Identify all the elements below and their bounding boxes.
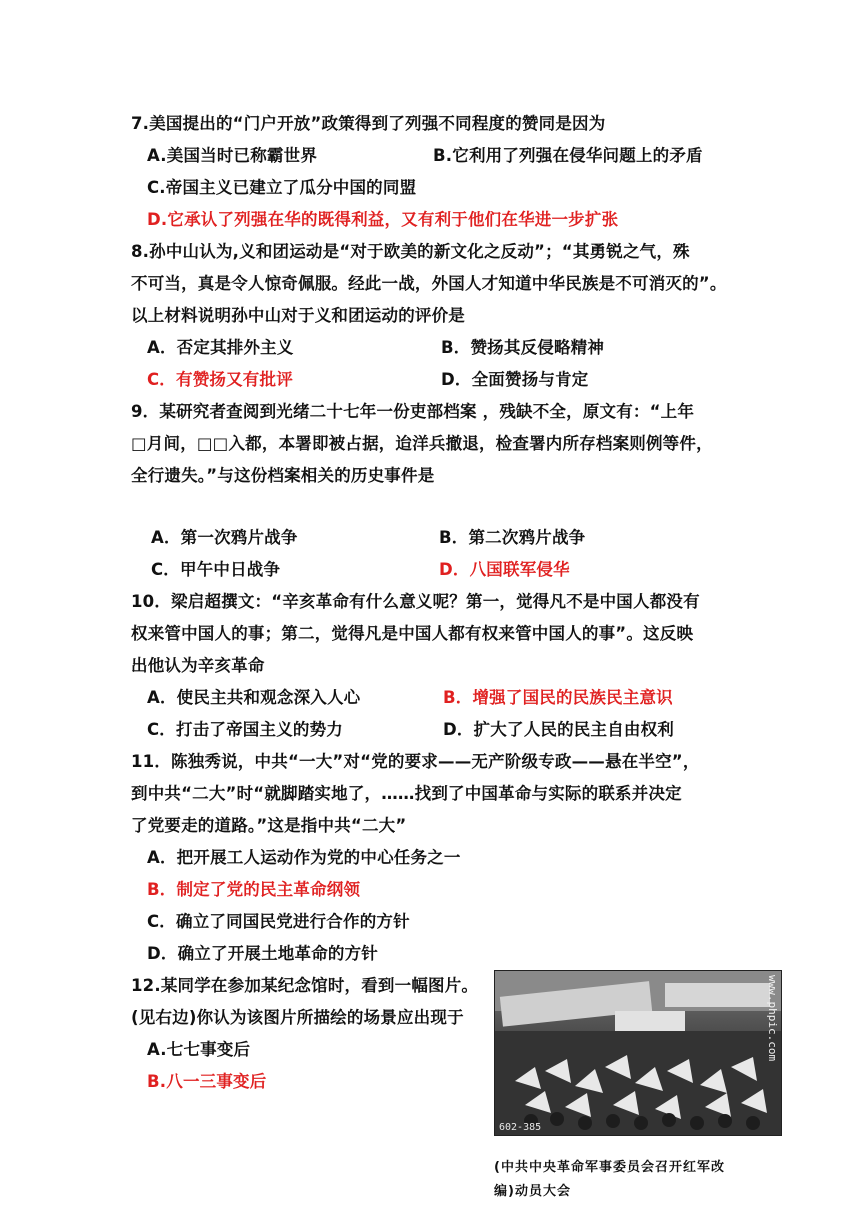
question-7-option-b[interactable]: B.它利用了列强在侵华问题上的矛盾	[433, 146, 703, 165]
question-10-option-d[interactable]: D．扩大了人民的民主自由权利	[443, 720, 674, 739]
question-7-option-a[interactable]: A.美国当时已称霸世界	[147, 146, 318, 165]
question-7-stem: 7.美国提出的“门户开放”政策得到了列强不同程度的赞同是因为	[131, 114, 606, 133]
question-8-stem-line-3: 以上材料说明孙中山对于义和团运动的评价是	[131, 306, 465, 325]
question-11-option-c[interactable]: C．确立了同国民党进行合作的方针	[147, 912, 410, 931]
question-8-stem-line-1: 8.孙中山认为,义和团运动是“对于欧美的新文化之反动”；“其勇锐之气，殊	[131, 242, 690, 261]
question-8-stem-line-2: 不可当，真是令人惊奇佩服。经此一战，外国人才知道中华民族是不可消灭的”。	[131, 274, 727, 293]
question-8-option-c[interactable]: C．有赞扬又有批评	[147, 370, 293, 389]
question-12-option-b[interactable]: B.八一三事变后	[147, 1072, 267, 1091]
photo-caption-line-2: 编)动员大会	[494, 1184, 571, 1199]
question-12-stem-line-1: 12.某同学在参加某纪念馆时，看到一幅图片。	[131, 976, 479, 995]
historical-photo	[494, 970, 782, 1136]
question-7-option-c[interactable]: C.帝国主义已建立了瓜分中国的同盟	[147, 178, 417, 197]
question-11-option-a[interactable]: A．把开展工人运动作为党的中心任务之一	[147, 848, 461, 867]
question-9-stem-line-3: 全行遗失。”与这份档案相关的历史事件是	[131, 466, 435, 485]
photo-illustration	[495, 971, 781, 1135]
question-9-option-b[interactable]: B．第二次鸦片战争	[439, 528, 586, 547]
question-10-option-c[interactable]: C．打击了帝国主义的势力	[147, 720, 344, 739]
question-7-option-d[interactable]: D.它承认了列强在华的既得利益，又有利于他们在华进一步扩张	[147, 210, 619, 229]
question-8-option-d[interactable]: D．全面赞扬与肯定	[441, 370, 589, 389]
question-9-option-d[interactable]: D．八国联军侵华	[439, 560, 570, 579]
question-11-stem-line-3: 了党要走的道路。”这是指中共“二大”	[131, 816, 407, 835]
question-8-option-b[interactable]: B．赞扬其反侵略精神	[441, 338, 605, 357]
question-10-stem-line-1: 10．梁启超撰文：“辛亥革命有什么意义呢？第一，觉得凡不是中国人都没有	[131, 592, 700, 611]
question-8-option-a[interactable]: A．否定其排外主义	[147, 338, 294, 357]
question-12-stem-line-2: (见右边)你认为该图片所描绘的场景应出现于	[131, 1008, 464, 1027]
photo-code: 602-385	[499, 1122, 542, 1133]
question-11-stem-line-2: 到中共“二大”时“就脚踏实地了，……找到了中国革命与实际的联系并决定	[131, 784, 682, 803]
question-9-stem-line-1: 9．某研究者查阅到光绪二十七年一份吏部档案 ，残缺不全，原文有：“上年	[131, 402, 695, 421]
photo-watermark: www.phpic.com	[766, 975, 779, 1062]
question-11-stem-line-1: 11．陈独秀说，中共“一大”对“党的要求——无产阶级专政——悬在半空”，	[131, 752, 700, 771]
question-10-option-a[interactable]: A．使民主共和观念深入人心	[147, 688, 361, 707]
question-9-stem-line-2: □月间，□□入都，本署即被占据，迨洋兵撤退，检查署内所存档案则例等件，	[131, 434, 713, 453]
photo-caption-line-1: (中共中央革命军事委员会召开红军改	[494, 1160, 725, 1175]
question-11-option-d[interactable]: D．确立了开展土地革命的方针	[147, 944, 378, 963]
question-9-option-a[interactable]: A．第一次鸦片战争	[151, 528, 298, 547]
question-10-stem-line-2: 权来管中国人的事；第二，觉得凡是中国人都有权来管中国人的事”。这反映	[131, 624, 694, 643]
question-10-stem-line-3: 出他认为辛亥革命	[131, 656, 265, 675]
question-11-option-b[interactable]: B．制定了党的民主革命纲领	[147, 880, 361, 899]
question-9-option-c[interactable]: C．甲午中日战争	[151, 560, 281, 579]
question-12-option-a[interactable]: A.七七事变后	[147, 1040, 251, 1059]
question-10-option-b[interactable]: B．增强了国民的民族民主意识	[443, 688, 673, 707]
